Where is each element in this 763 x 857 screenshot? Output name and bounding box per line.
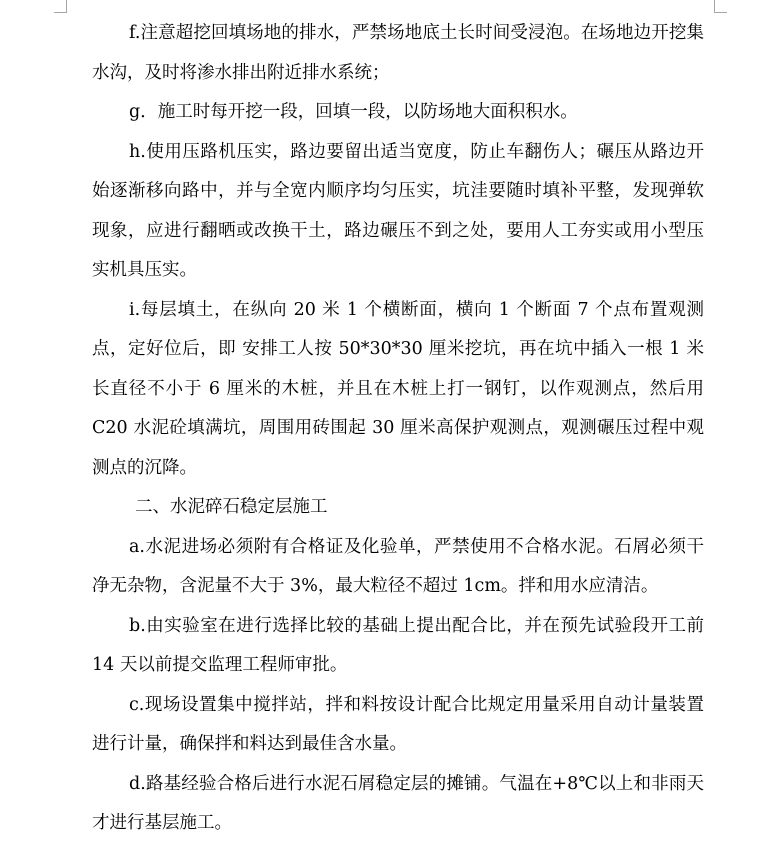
paragraph-b: b.由实验室在进行选择比较的基础上提出配合比，并在预先试验段开工前 14 天以前提交监理工程师审批。 (92, 615, 704, 675)
page-corner-mark-right-vertical (714, 0, 715, 12)
paragraph-c: c.现场设置集中搅拌站，拌和料按设计配合比规定用量采用自动计量装置进行计量，确保拌和料达到最佳含水量。 (92, 694, 704, 754)
page-corner-mark-left-horizontal (54, 12, 67, 13)
page-corner-mark-right-horizontal (714, 12, 727, 13)
section-heading-cement-gravel: 二、水泥碎石稳定层施工 (135, 497, 328, 517)
paragraph-d: d.路基经验合格后进行水泥石屑稳定层的摊铺。气温在+8℃以上和非雨天才进行基层施工。 (92, 773, 704, 833)
paragraph-i: i.每层填土，在纵向 20 米 1 个横断面，横向 1 个断面 7 个点布置观测点，定好位后，即 安排工人按 50*30*30 厘米挖坑，再在坑中插入一根 1 米长直径不小于 6 厘米的木桩，并且在木桩上打一钢钉，以作观测点，然后用 C20 水泥砼填满坑，周围用砖围起 30 厘米高保护观测点，观测碾压过程中观测点的沉降。 (92, 299, 704, 478)
paragraph-h: h.使用压路机压实，路边要留出适当宽度，防止车翻伤人；碾压从路边开始逐渐移向路中，并与全宽内顺序均匀压实，坑洼要随时填补平整，发现弹软现象，应进行翻晒或改换干土，路边碾压不到之处，要用人工夯实或用小型压实机具压实。 (92, 141, 704, 280)
paragraph-g: g．施工时每开挖一段，回填一段，以防场地大面积积水。 (129, 102, 578, 122)
paragraph-a: a.水泥进场必须附有合格证及化验单，严禁使用不合格水泥。石屑必须干净无杂物，含泥量不大于 3%，最大粒径不超过 1cm。拌和用水应清洁。 (92, 536, 704, 596)
paragraph-f: f.注意超挖回填场地的排水，严禁场地底土长时间受浸泡。在场地边开挖集水沟，及时将渗水排出附近排水系统； (92, 23, 704, 83)
document-page (92, 14, 704, 844)
page-corner-mark-left-vertical (66, 0, 67, 12)
